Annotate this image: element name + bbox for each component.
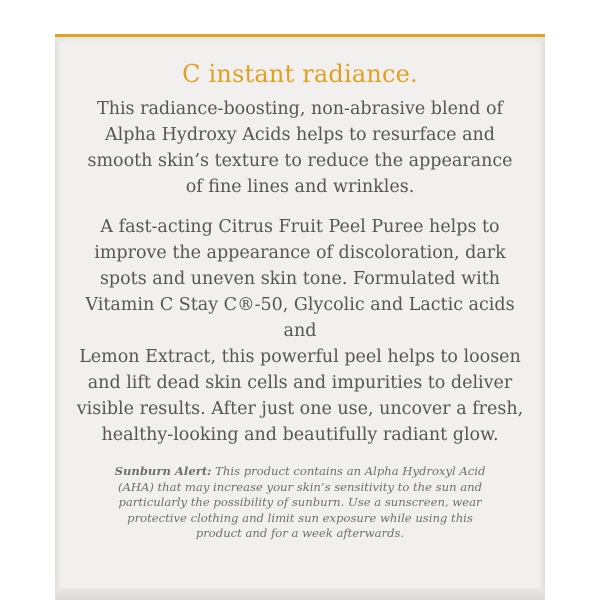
sunburn-alert-label: Sunburn Alert: [114,464,212,478]
sunburn-alert [85,464,515,542]
description-paragraph-1: This radiance-boosting, non-abrasive blend of Alpha Hydroxy Acids helps to resurface and smooth skin’s texture to reduce the appearance of fine lines and wrinkles. [87,99,513,197]
panel-bottom-edge [55,588,545,600]
panel-text [70,58,530,542]
panel-top-shadow [55,37,545,43]
sunburn-alert-text: This product contains an Alpha Hydroxyl Acid (AHA) that may increase your skin’s sensitivity to the sun and particularly the possibility of sunburn. Use a sunscreen, wear protective clothing and limit sun exposure while using this product and for a week afterwards. [117,464,486,540]
description-paragraph-2: A fast-acting Citrus Fruit Peel Puree helps to improve the appearance of discoloration, dark spots and uneven skin tone. Formulated with Vitamin C Stay C®-50, Glycolic and Lactic acids and Lemon Extract, this powerful peel helps to loosen and lift dead skin cells and impurities to deliver visible results. After just one use, uncover a fresh, healthy-looking and beautifully radiant glow. [76,217,524,445]
headline: C instant radiance. [182,60,418,88]
